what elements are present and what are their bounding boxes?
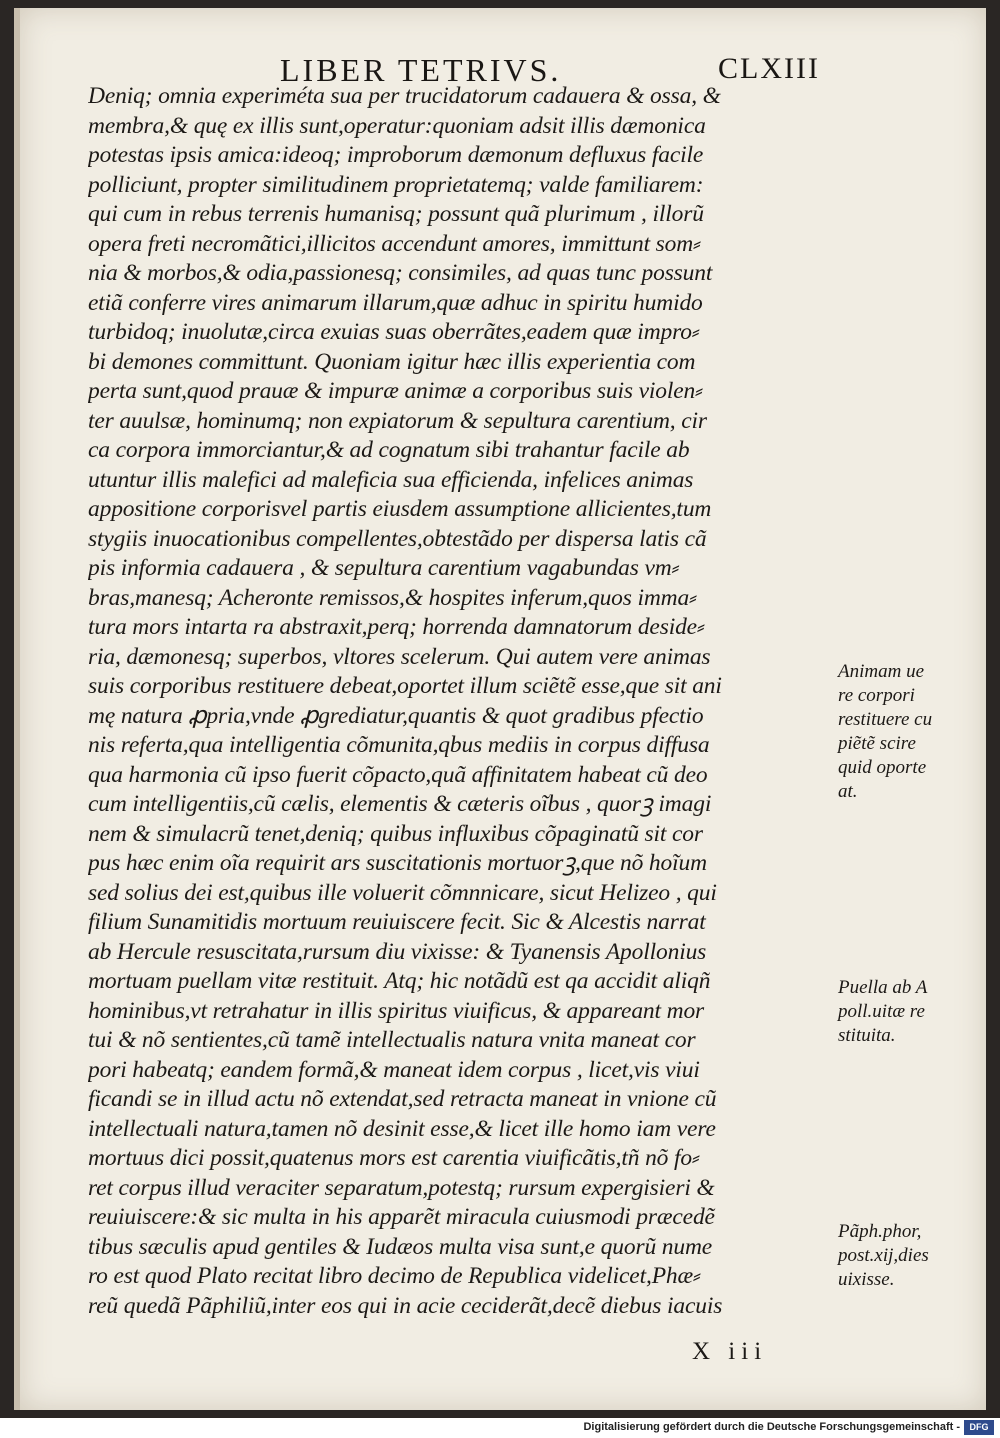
text-line: pis informia cadauera , & sepultura carentium vagabundas vm⸗ <box>88 555 680 581</box>
text-line: ca corpora immorciantur,& ad cognatum sibi trahantur facile ab <box>88 437 690 463</box>
text-line: filium Sunamitidis mortuum reuiuiscere fecit. Sic & Alcestis narrat <box>88 909 706 935</box>
text-line: ab Hercule resuscitata,rursum diu vixisse: & Tyanensis Apollonius <box>88 938 707 965</box>
funding-credit: Digitalisierung gefördert durch die Deutsche Forschungsgemeinschaft - <box>583 1421 960 1433</box>
margin-note-line: restituere cu <box>838 709 933 730</box>
text-line: tura mors intarta ra abstraxit,perq; horrenda damnatorum deside⸗ <box>88 614 705 640</box>
running-title: LIBER TETRIVS. <box>280 52 562 88</box>
margin-note-line: re corpori <box>838 685 915 706</box>
text-line: ter auulsæ, hominumq; non expiatorum & sepultura carentium, cir <box>88 407 707 434</box>
text-line: bras,manesq; Acheronte remissos,& hospites inferum,quos imma⸗ <box>88 584 697 611</box>
margin-note-line: post.xij,dies <box>838 1245 929 1266</box>
text-line: potestas ipsis amica:ideoq; improborum dæmonum defluxus facile <box>88 142 704 168</box>
signature-mark: X iii <box>692 1338 768 1365</box>
text-line: cum intelligentiis,cũ cælis, elementis & cæteris oĩbus , quorꝫ imagi <box>88 791 712 817</box>
text-line: sed solius dei est,quibus ille voluerit cõmnnicare, sicut Helizeo , qui <box>88 879 717 906</box>
text-line: nem & simulacrũ tenet,deniq; quibus influxibus cõpaginatũ sit cor <box>88 820 703 847</box>
text-line: perta sunt,quod prauæ & impuræ animæ a corporibus suis violen⸗ <box>88 378 703 404</box>
margin-note-line: uixisse. <box>838 1269 895 1290</box>
text-line: reuiuiscere:& sic multa in his apparẽt miracula cuiusmodi præcedẽ <box>88 1204 715 1230</box>
text-line: hominibus,vt retrahatur in illis spiritus viuificus, & appareant mor <box>88 997 705 1024</box>
text-line: tibus sæculis apud gentiles & Iudæos multa visa sunt,e quorũ nume <box>88 1233 713 1260</box>
text-line: mę natura ꝓpria,vnde ꝓgrediatur,quantis & quot gradibus pfectio <box>88 702 704 729</box>
text-line: bi demones committunt. Quoniam igitur hæc illis experientia com <box>88 348 696 375</box>
footer-bar <box>0 1418 1000 1438</box>
margin-note-line: piẽtẽ scire <box>838 733 916 754</box>
text-line: Deniq; omnia experiméta sua per trucidatorum cadauera & ossa, & <box>88 83 721 109</box>
margin-note-line: Puella ab A <box>838 977 928 998</box>
text-line: suis corporibus restituere debeat,oportet illum sciẽtẽ esse,que sit ani <box>88 673 722 699</box>
text-line: ria, dæmonesq; superbos, vltores scelerum. Qui autem vere animas <box>88 643 711 670</box>
text-line: utuntur illis malefici ad maleficia sua efficienda, infelices animas <box>88 466 694 493</box>
margin-note-2 <box>838 976 978 1048</box>
text-line: pori habeatq; eandem formã,& maneat idem corpus , licet,vis viui <box>88 1056 700 1083</box>
text-line: ret corpus illud veraciter separatum,potestq; rursum expergisieri & <box>88 1174 715 1201</box>
text-line: mortuam puellam vitæ restituit. Atq; hic notãdũ est qa accidit aliqñ <box>88 968 711 994</box>
text-line: ro est quod Plato recitat libro decimo de Republica videlicet,Phæ⸗ <box>88 1263 701 1289</box>
text-line: etiã conferre vires animarum illarum,quæ adhuc in spiritu humido <box>88 289 703 316</box>
text-line: polliciunt, propter similitudinem proprietatemq; valde familiarem: <box>88 171 704 198</box>
margin-note-line: Animam ue <box>838 661 925 682</box>
text-line: intellectuali natura,tamen nõ desinit esse,& licet ille homo iam vere <box>88 1115 716 1142</box>
text-line: nia & morbos,& odia,passionesq; consimiles, ad quas tunc possunt <box>88 260 713 286</box>
text-line: nis referta,qua intelligentia cõmunita,qbus mediis in corpus diffusa <box>88 732 710 758</box>
text-line: tui & nõ sentientes,cũ tamẽ intellectualis natura vnita maneat cor <box>88 1027 696 1053</box>
margin-note-3 <box>838 1220 978 1292</box>
text-line: pus hæc enim oĩa requirit ars suscitationis mortuorꝫ,que nõ hoĩum <box>88 850 707 876</box>
dfg-logo: DFG <box>964 1420 994 1435</box>
text-line: reũ quedã Pãphiliũ,inter eos qui in acie ceciderãt,decẽ diebus iacuis <box>88 1292 723 1319</box>
margin-note-line: at. <box>838 781 858 802</box>
margin-note-line: quid oporte <box>838 757 927 778</box>
text-line: turbidoq; inuolutæ,circa exuias suas oberrãtes,eadem quæ impro⸗ <box>88 319 700 345</box>
margin-note-line: poll.uitæ re <box>838 1001 925 1022</box>
margin-note-line: stituita. <box>838 1025 896 1046</box>
text-line: membra,& quę ex illis sunt,operatur:quoniam adsit illis dæmonica <box>88 112 706 139</box>
text-line: ficandi se in illud actu nõ extendat,sed retracta maneat in vnione cũ <box>88 1086 717 1112</box>
folio-number: CLXIII <box>718 52 820 85</box>
text-line: opera freti necromãtici,illicitos accendunt amores, immittunt som⸗ <box>88 230 701 257</box>
margin-note-line: Pãph.phor, <box>838 1221 922 1242</box>
margin-note-1 <box>838 660 978 804</box>
text-line: appositione corporisvel partis eiusdem assumptione allicientes,tum <box>88 496 712 522</box>
body-text <box>88 82 840 1321</box>
text-line: stygiis inuocationibus compellentes,obtestãdo per dispersa latis cã <box>88 525 707 552</box>
text-line: qui cum in rebus terrenis humanisq; possunt quã plurimum , illorũ <box>88 201 704 227</box>
book-page <box>14 8 986 1410</box>
text-line: mortuus dici possit,quatenus mors est carentia viuificãtis,tñ nõ fo⸗ <box>88 1145 700 1171</box>
text-line: qua harmonia cũ ipso fuerit cõpacto,quã affinitatem habeat cũ deo <box>88 761 708 788</box>
